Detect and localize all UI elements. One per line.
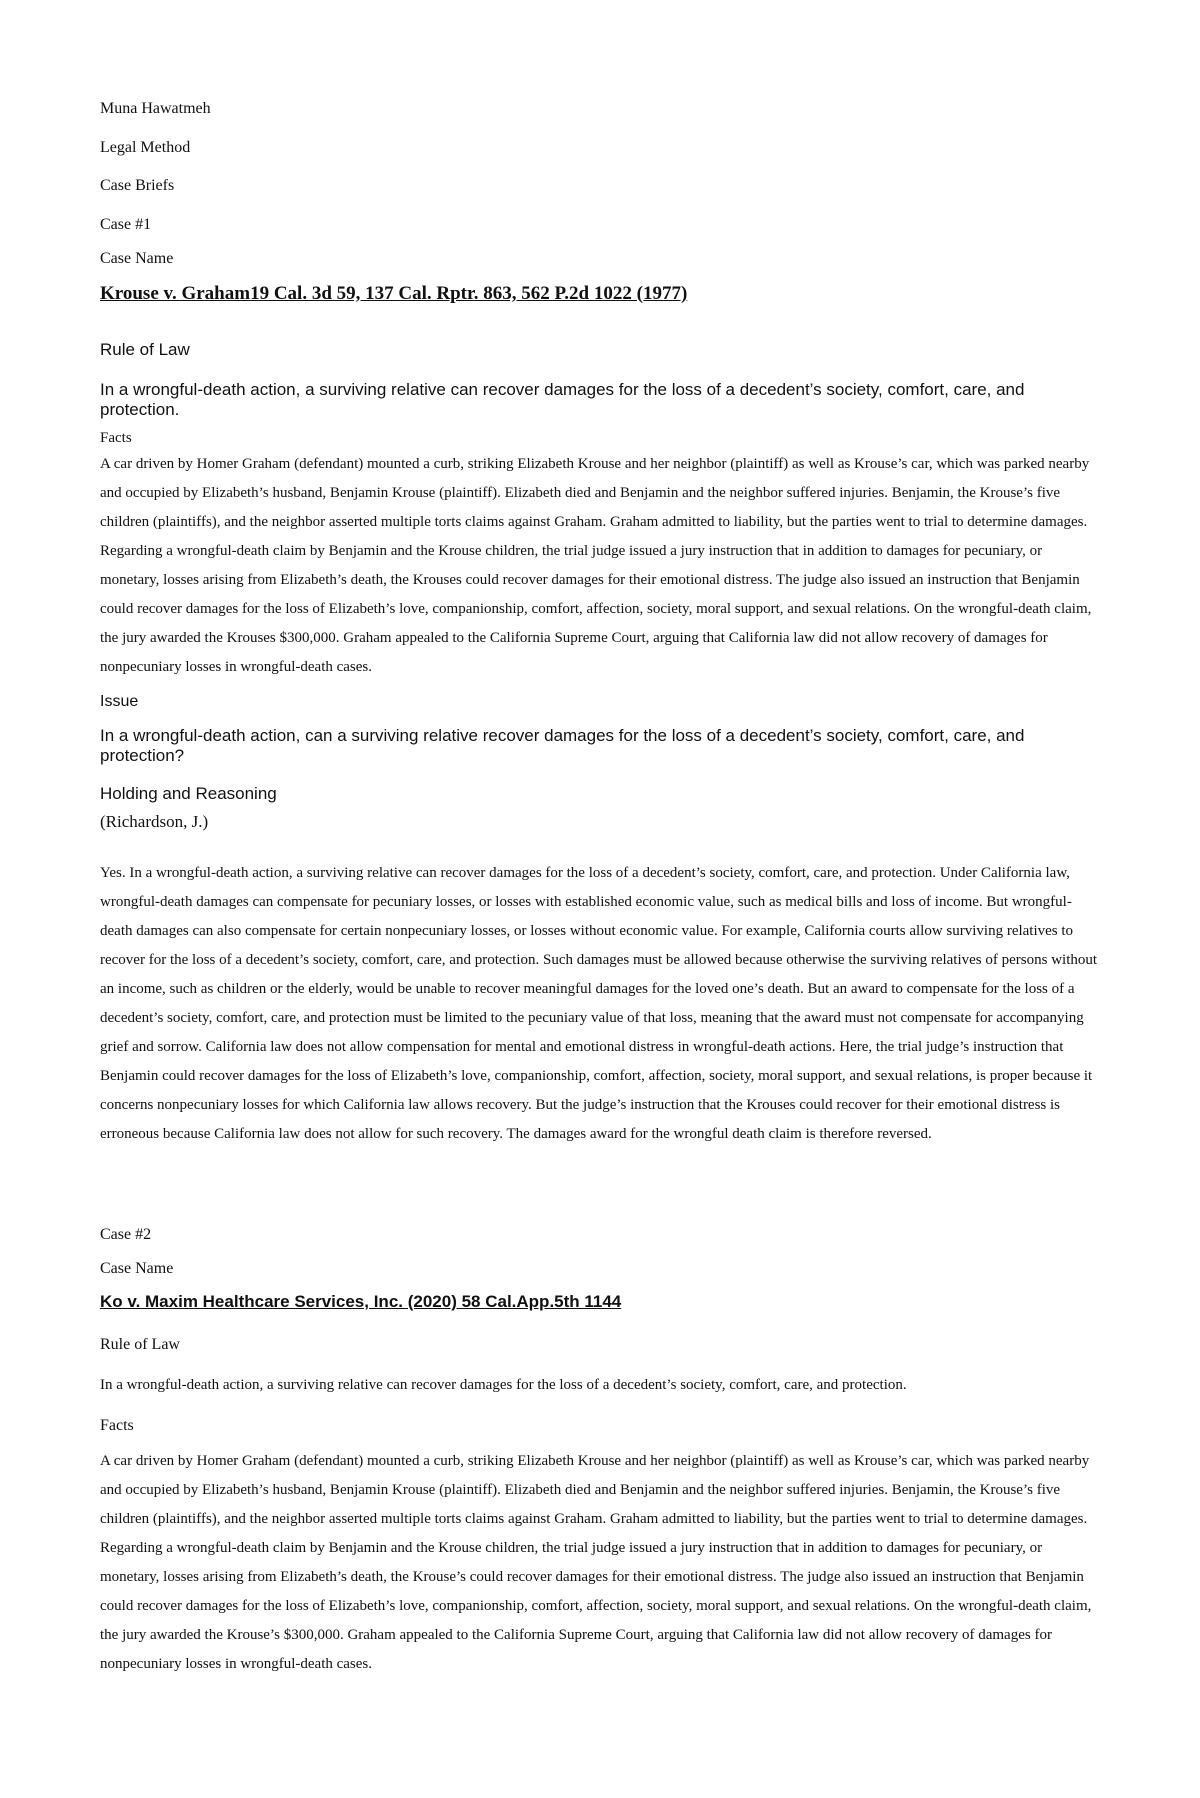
case1-issue-label: Issue: [100, 693, 139, 710]
case1-title: Krouse v. Graham19 Cal. 3d 59, 137 Cal. Rptr. 863, 562 P.2d 1022 (1977): [100, 283, 688, 304]
course-name: Legal Method: [100, 139, 191, 156]
case1-judge: (Richardson, J.): [100, 812, 209, 831]
case1-issue-text: In a wrongful-death action, can a surviving relative recover damages for the loss of a decedent’s society, comfort, care, and protection?: [100, 726, 1025, 765]
case2-number: Case #2: [100, 1226, 152, 1243]
case2-facts-text: A car driven by Homer Graham (defendant) mounted a curb, striking Elizabeth Krouse and her neighbor (plaintiff) as well as Krouse’s car, which was parked nearby and occupied by Elizabeth’s husband, Benjamin Krouse (plaintiff). Elizabeth died and Benjamin and the neighbor suffered injuries. Benjamin, the Krouse’s five children (plaintiffs), and the neighbor asserted multiple torts claims against Graham. Graham admitted to liability, but the parties went to trial to determine damages. Regarding a wrongful-death claim by Benjamin and the Krouse children, the trial judge issued a jury instruction that in addition to damages for pecuniary, or monetary, losses arising from Elizabeth’s death, the Krouse’s could recover damages for their emotional distress. The judge also issued an instruction that Benjamin could recover damages for the loss of Elizabeth’s love, companionship, comfort, affection, society, moral support, and sexual relations. On the wrongful-death claim, the jury awarded the Krouse’s $300,000. Graham appealed to the California Supreme Court, arguing that California law did not allow recovery of damages for nonpecuniary losses in wrongful-death cases.: [100, 1453, 1092, 1672]
case2-facts-label: Facts: [100, 1417, 134, 1434]
case1-rule-label: Rule of Law: [100, 340, 190, 359]
case1-name-label: Case Name: [100, 250, 174, 267]
case1-facts-label: Facts: [100, 430, 132, 446]
case2-rule-text: In a wrongful-death action, a surviving relative can recover damages for the loss of a decedent’s society, comfort, care, and protection.: [100, 1377, 907, 1393]
case1-holding-text: Yes. In a wrongful-death action, a surviving relative can recover damages for the loss of a decedent’s society, comfort, care, and protection. Under California law, wrongful-death damages can compensate for pecuniary losses, or losses with established economic value, such as medical bills and loss of income. But wrongful-death damages can also compensate for certain nonpecuniary losses, or losses without economic value. For example, California courts allow surviving relatives to recover for the loss of a decedent’s society, comfort, care, and protection. Such damages must be allowed because otherwise the surviving relatives of persons without an income, such as children or the elderly, would be unable to recover meaningful damages for the loved one’s death. But an award to compensate for the loss of a decedent’s society, comfort, care, and protection must be limited to the pecuniary value of that loss, meaning that the award must not compensate for accompanying grief and sorrow. California law does not allow compensation for mental and emotional distress in wrongful-death actions. Here, the trial judge’s instruction that Benjamin could recover damages for the loss of Elizabeth’s love, companionship, comfort, affection, society, moral support, and sexual relations, is proper because it concerns nonpecuniary losses for which California law allows recovery. But the judge’s instruction that the Krouses could recover for their emotional distress is erroneous because California law does not allow for such recovery. The damages award for the wrongful death claim is therefore reversed.: [100, 865, 1098, 1142]
case1-number: Case #1: [100, 216, 152, 233]
case2-title: Ko v. Maxim Healthcare Services, Inc. (2020) 58 Cal.App.5th 1144: [100, 1292, 622, 1311]
case1-holding-label: Holding and Reasoning: [100, 784, 277, 803]
case1-facts-text: A car driven by Homer Graham (defendant) mounted a curb, striking Elizabeth Krouse and her neighbor (plaintiff) as well as Krouse’s car, which was parked nearby and occupied by Elizabeth’s husband, Benjamin Krouse (plaintiff). Elizabeth died and Benjamin and the neighbor suffered injuries. Benjamin, the Krouse’s five children (plaintiffs), and the neighbor asserted multiple torts claims against Graham. Graham admitted to liability, but the parties went to trial to determine damages. Regarding a wrongful-death claim by Benjamin and the Krouse children, the trial judge issued a jury instruction that in addition to damages for pecuniary, or monetary, losses arising from Elizabeth’s death, the Krouses could recover damages for their emotional distress. The judge also issued an instruction that Benjamin could recover damages for the loss of Elizabeth’s love, companionship, comfort, affection, society, moral support, and sexual relations. On the wrongful-death claim, the jury awarded the Krouses $300,000. Graham appealed to the California Supreme Court, arguing that California law did not allow recovery of damages for nonpecuniary losses in wrongful-death cases.: [100, 456, 1092, 675]
case2-rule-label: Rule of Law: [100, 1336, 180, 1353]
case2-name-label: Case Name: [100, 1260, 174, 1277]
author-name: Muna Hawatmeh: [100, 100, 211, 117]
case1-rule-text: In a wrongful-death action, a surviving relative can recover damages for the loss of a decedent’s society, comfort, care, and protection.: [100, 380, 1025, 419]
assignment-title: Case Briefs: [100, 177, 175, 194]
